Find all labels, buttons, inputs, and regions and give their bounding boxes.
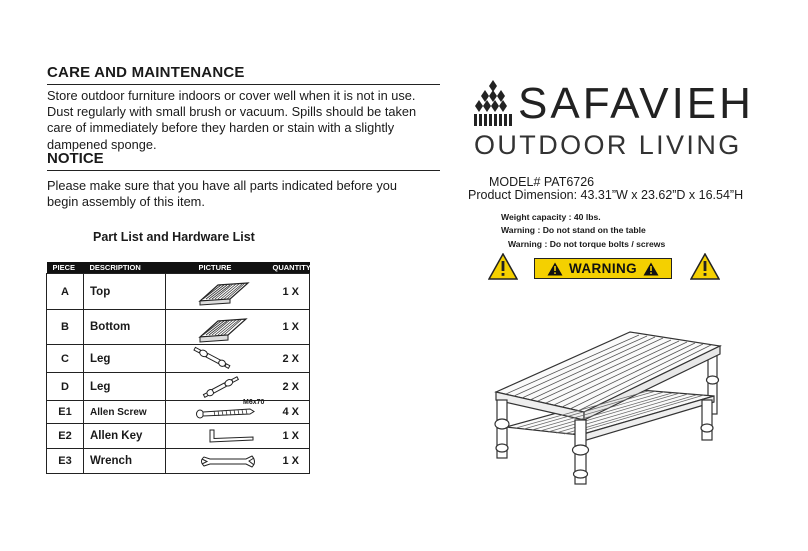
piece-id: E3 xyxy=(47,449,84,474)
care-line: Store outdoor furniture indoors or cover well when it is not in use. xyxy=(47,88,416,103)
care-line: dampened sponge. xyxy=(47,136,157,152)
part-picture xyxy=(166,373,273,401)
slatted-bottom-icon xyxy=(166,311,273,344)
part-picture xyxy=(166,449,273,474)
part-quantity: 2 X xyxy=(273,345,310,373)
table-row xyxy=(47,345,310,373)
header-piece: PIECE xyxy=(47,262,84,274)
table-row xyxy=(47,401,310,424)
part-quantity: 1 X xyxy=(273,274,310,310)
part-description: Bottom xyxy=(84,310,166,345)
notice-line: Please make sure that you have all parts indicated before you xyxy=(47,178,397,193)
notice-divider xyxy=(47,170,440,171)
parts-list-title: Part List and Hardware List xyxy=(93,230,255,244)
part-picture xyxy=(166,274,273,310)
warning-stand: Warning : Do not stand on the table xyxy=(501,225,646,235)
piece-id: C xyxy=(47,345,84,373)
table-row xyxy=(47,373,310,401)
part-quantity: 1 X xyxy=(273,310,310,345)
notice-text xyxy=(47,178,437,210)
piece-id: D xyxy=(47,373,84,401)
notice-line: begin assembly of this item. xyxy=(47,194,205,209)
header-description: DESCRIPTION xyxy=(84,262,166,274)
parts-table-header xyxy=(47,262,310,274)
table-row xyxy=(47,310,310,345)
part-description: Leg xyxy=(84,345,166,373)
allen-key-icon xyxy=(166,425,273,448)
part-picture xyxy=(166,424,273,449)
piece-id: E2 xyxy=(47,424,84,449)
slatted-top-icon xyxy=(166,275,273,309)
part-quantity: 2 X xyxy=(273,373,310,401)
part-quantity: 1 X xyxy=(273,449,310,474)
header-picture: PICTURE xyxy=(166,262,273,274)
turned-leg-icon xyxy=(166,374,273,400)
screw-size-label: M6x70 xyxy=(243,399,265,406)
warning-triangle-icon xyxy=(488,253,518,280)
warning-triangle-icon xyxy=(643,262,659,276)
coffee-table-illustration xyxy=(492,300,732,540)
table-row xyxy=(47,449,310,474)
care-line: care of immediately before they harden or stain with a slightly xyxy=(47,120,395,136)
warning-torque: Warning : Do not torque bolts / screws xyxy=(508,239,666,249)
brand-subtitle: OUTDOOR LIVING xyxy=(474,130,742,160)
part-picture xyxy=(166,401,273,424)
warning-banner xyxy=(534,258,672,279)
turned-leg-icon xyxy=(166,346,273,372)
care-divider xyxy=(47,84,440,85)
warning-triangle-icon xyxy=(547,262,563,276)
model-number: MODEL# PAT6726 xyxy=(489,175,595,189)
part-description: Leg xyxy=(84,373,166,401)
part-description: Allen Screw xyxy=(84,401,166,424)
parts-table xyxy=(46,262,310,474)
part-description: Top xyxy=(84,274,166,310)
brand-name: SAFAVIEH xyxy=(518,79,754,128)
piece-id: A xyxy=(47,274,84,310)
product-dimensions: Product Dimension: 43.31”W x 23.62”D x 16.54”H xyxy=(468,188,744,202)
care-line: Dust regularly with small brush or vacuum. Spills should be taken xyxy=(47,104,417,120)
weight-capacity: Weight capacity : 40 lbs. xyxy=(501,212,601,222)
notice-heading: NOTICE xyxy=(47,150,104,167)
warning-triangle-icon xyxy=(690,253,720,280)
part-description: Wrench xyxy=(84,449,166,474)
table-row xyxy=(47,424,310,449)
part-picture xyxy=(166,345,273,373)
care-text xyxy=(47,88,447,153)
part-quantity: 1 X xyxy=(273,424,310,449)
piece-id: E1 xyxy=(47,401,84,424)
part-description: Allen Key xyxy=(84,424,166,449)
part-quantity: 4 X xyxy=(273,401,310,424)
part-picture xyxy=(166,310,273,345)
safavieh-logo-icon xyxy=(474,80,512,128)
warning-label: WARNING xyxy=(568,261,638,276)
piece-id: B xyxy=(47,310,84,345)
care-heading: CARE AND MAINTENANCE xyxy=(47,64,245,81)
wrench-icon xyxy=(166,450,273,473)
header-quantity: QUANTITY xyxy=(272,263,311,272)
table-row xyxy=(47,274,310,310)
